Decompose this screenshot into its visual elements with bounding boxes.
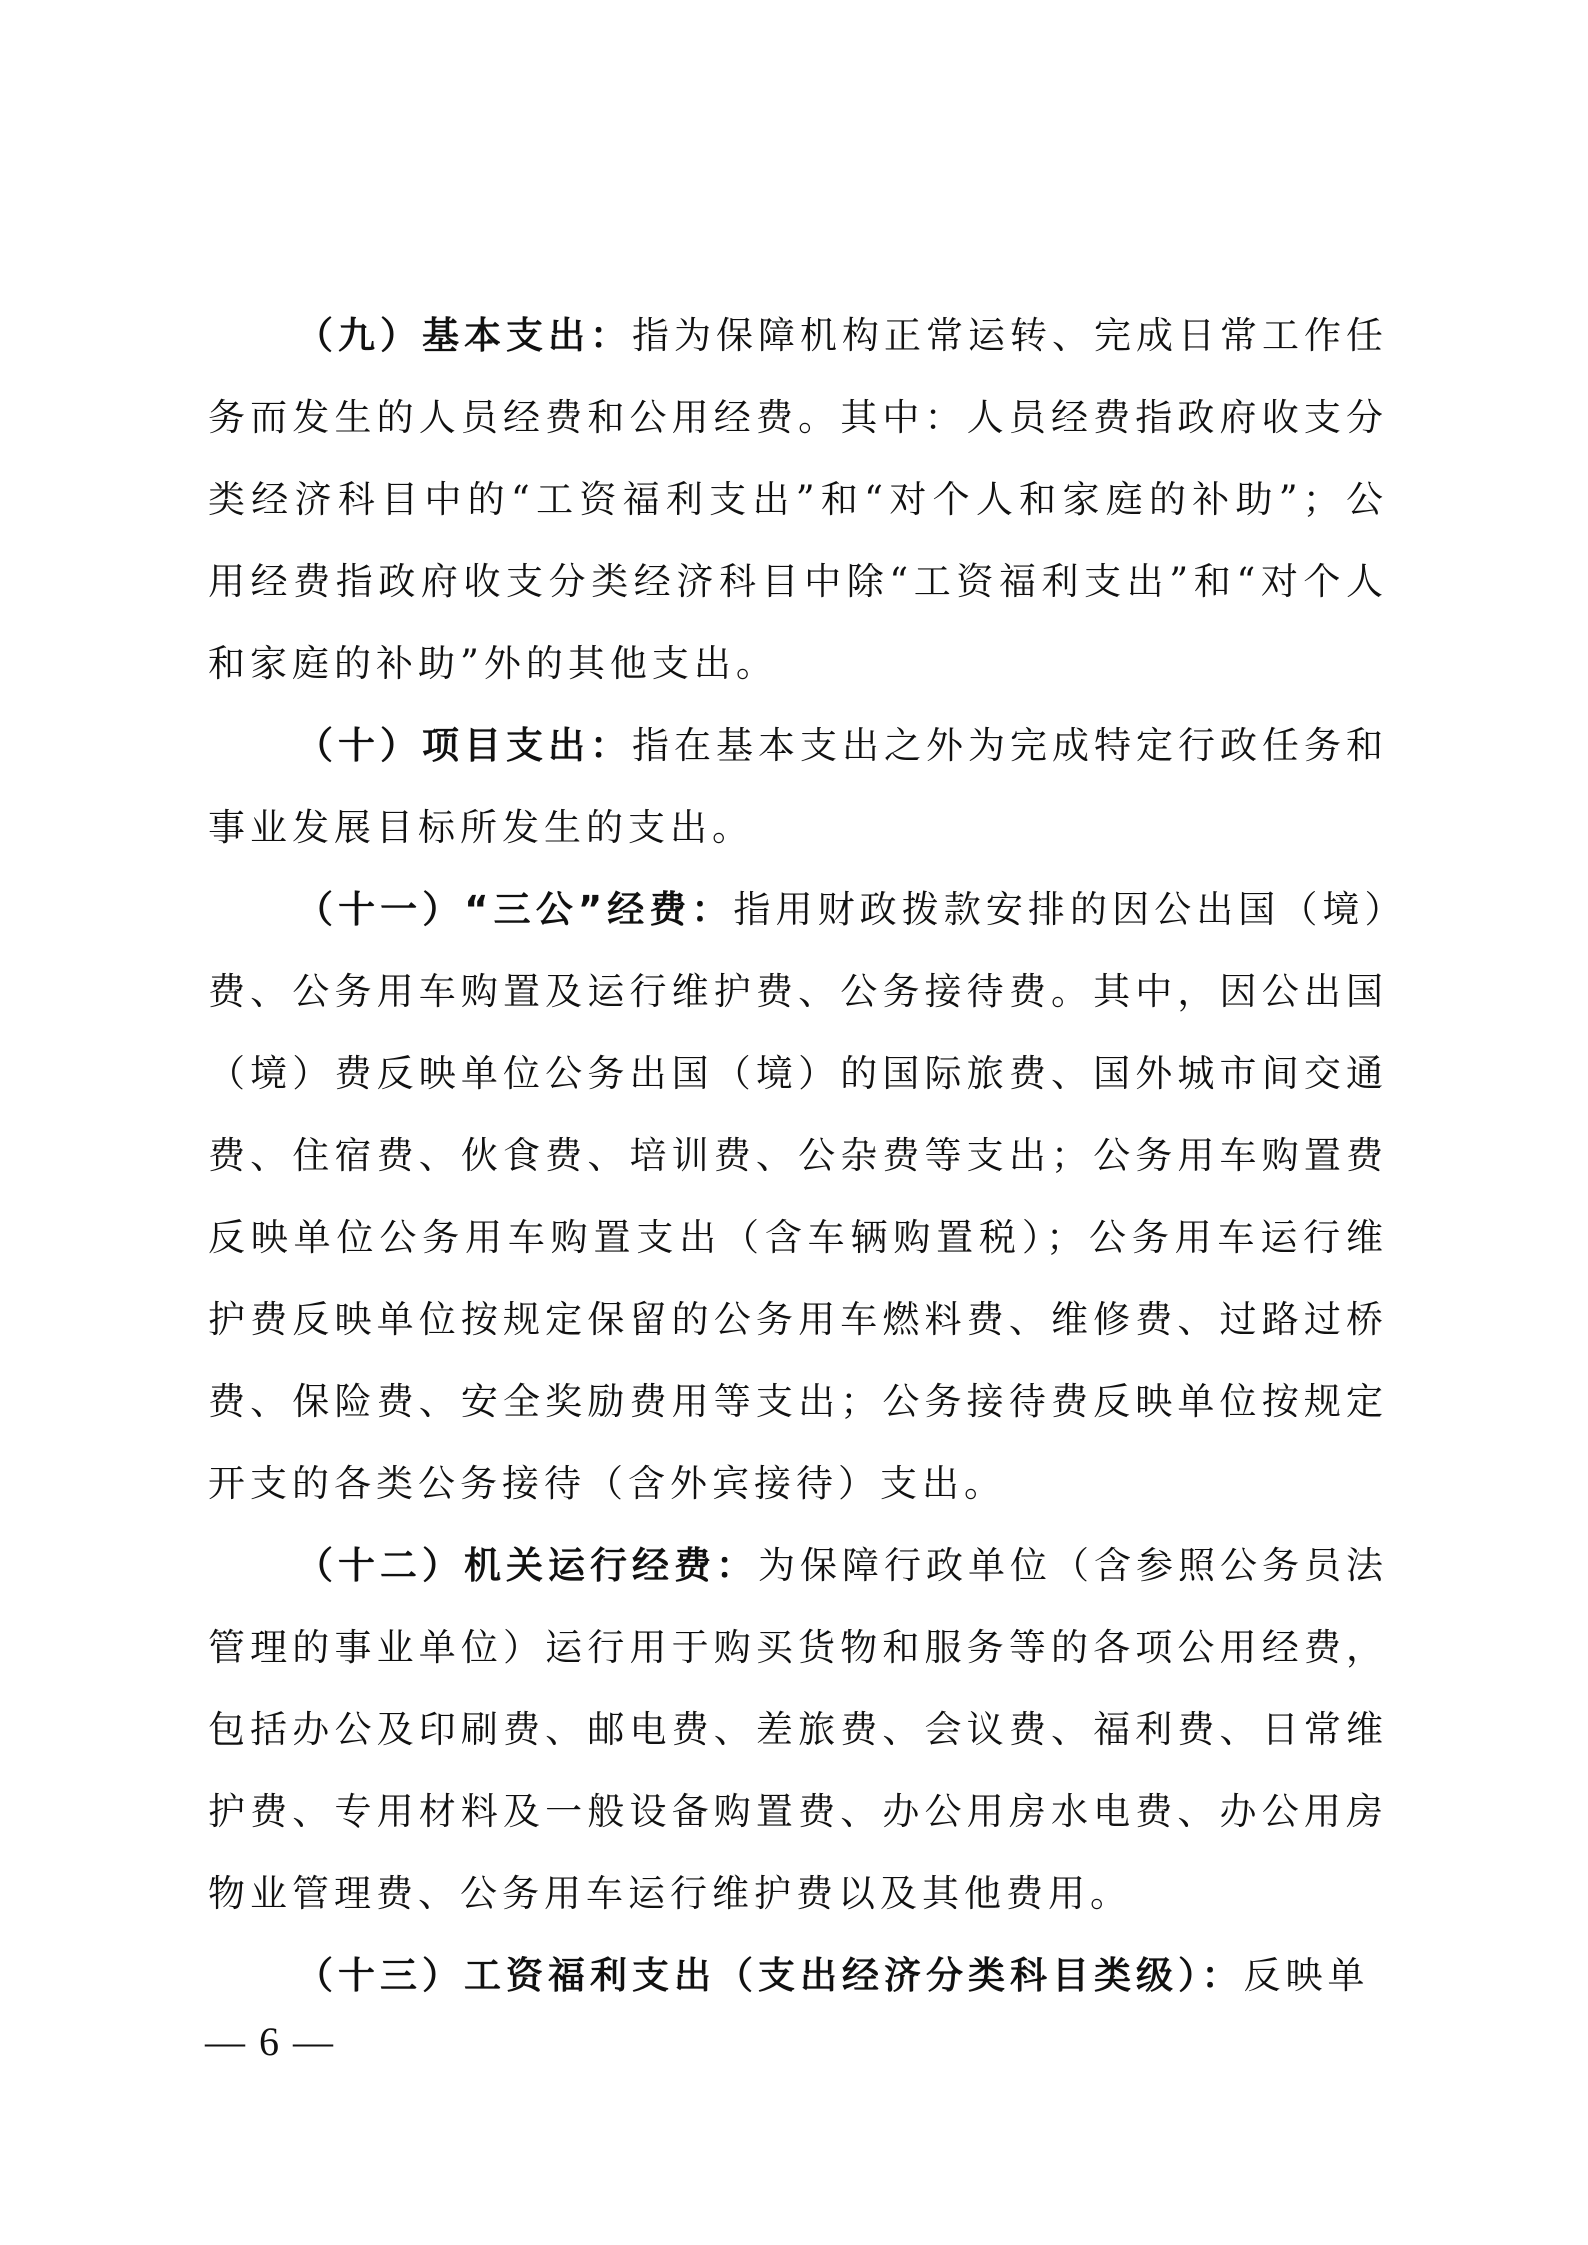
paragraph-basic-expenditure — [208, 295, 1388, 705]
document-body — [208, 295, 1388, 2017]
term-heading: （十）项目支出： — [296, 724, 632, 767]
page-number: — 6 — — [205, 2019, 335, 2064]
term-heading: （十一）“三公”经费： — [296, 888, 734, 931]
term-heading: （十三）工资福利支出（支出经济分类科目类级）： — [296, 1954, 1244, 1997]
paragraph-text: 指用财政拨款安排的因公出国（境）费、公务用车购置及运行维护费、公务接待费。其中，因公出国（境）费反映单位公务出国（境）的国际旅费、国外城市间交通费、住宿费、伙食费、培训费、公杂费等支出；公务用车购置费反映单位公务用车购置支出（含车辆购置税）；公务用车运行维护费反映单位按规定保留的公务用车燃料费、维修费、过路过桥费、保险费、安全奖励费用等支出；公务接待费反映单位按规定开支的各类公务接待（含外宾接待）支出。 — [208, 888, 1388, 1505]
term-heading: （十二）机关运行经费： — [296, 1544, 758, 1587]
paragraph-text: 为保障行政单位（含参照公务员法管理的事业单位）运行用于购买货物和服务等的各项公用经费，包括办公及印刷费、邮电费、差旅费、会议费、福利费、日常维护费、专用材料及一般设备购置费、办公用房水电费、办公用房物业管理费、公务用车运行维护费以及其他费用。 — [208, 1544, 1388, 1915]
paragraph-three-public-expenses — [208, 869, 1388, 1525]
paragraph-text: 指在基本支出之外为完成特定行政任务和事业发展目标所发生的支出。 — [208, 724, 1388, 849]
paragraph-operating-expenses — [208, 1525, 1388, 1935]
paragraph-project-expenditure — [208, 705, 1388, 869]
paragraph-text: 反映单 — [1243, 1954, 1370, 1997]
paragraph-text: 指为保障机构正常运转、完成日常工作任务而发生的人员经费和公用经费。其中：人员经费指政府收支分类经济科目中的“工资福利支出”和“对个人和家庭的补助”；公用经费指政府收支分类经济科目中除“工资福利支出”和“对个人和家庭的补助”外的其他支出。 — [208, 314, 1388, 685]
paragraph-wage-welfare — [208, 1935, 1388, 2017]
term-heading: （九）基本支出： — [296, 314, 632, 357]
